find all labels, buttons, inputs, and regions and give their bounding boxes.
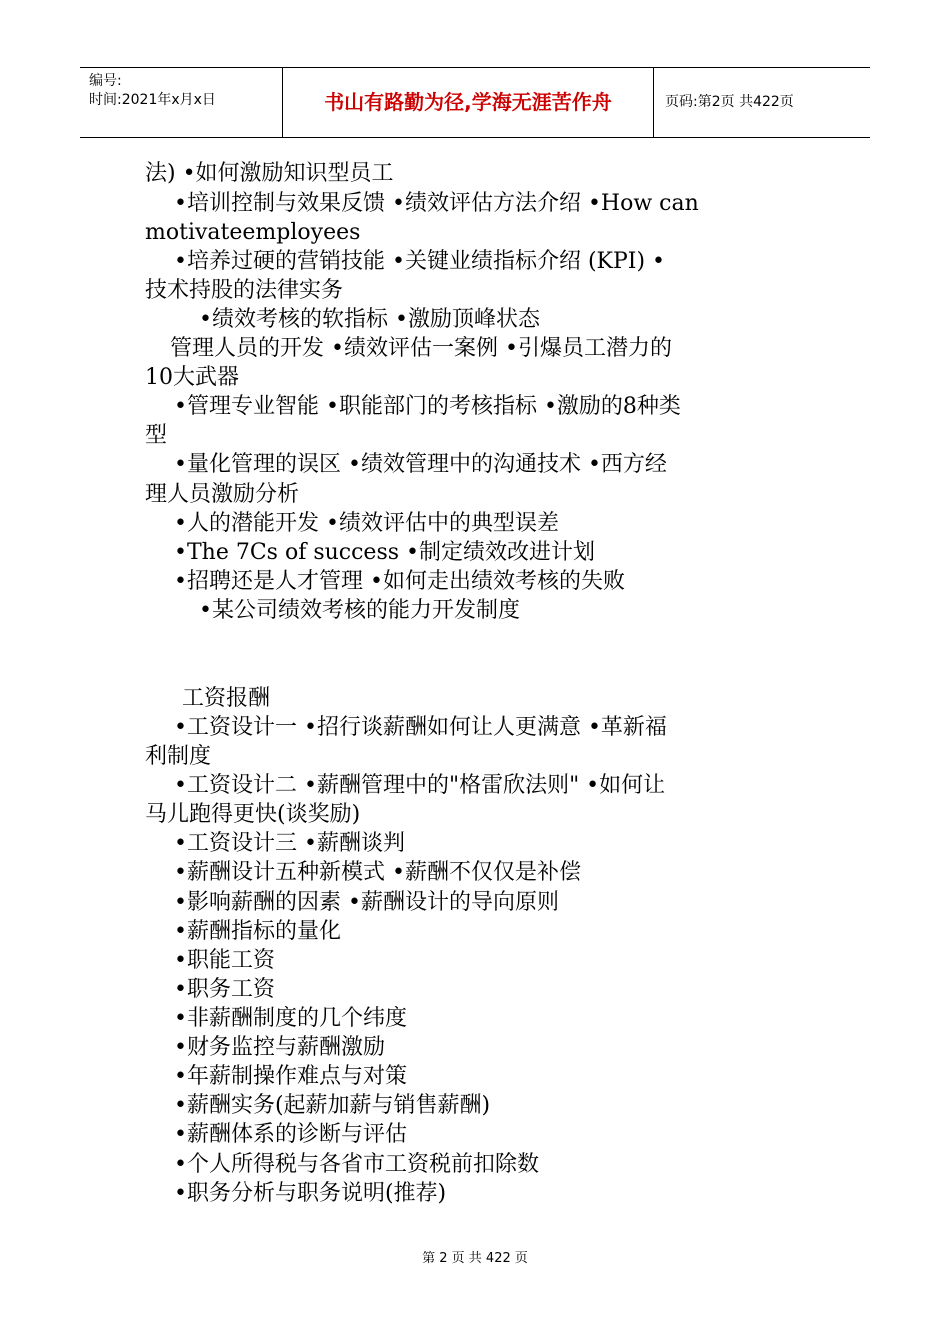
text-line: •职能工资: [174, 948, 275, 973]
header-meta: [80, 68, 282, 137]
text-line: •绩效考核的软指标 •激励顶峰状态: [199, 307, 540, 332]
section-heading: 工资报酬: [182, 686, 271, 711]
text-line: 马儿跑得更快(谈奖励): [145, 802, 361, 827]
header-page-info: 页码:第2页 共422页: [665, 94, 794, 110]
text-line: •工资设计三 •薪酬谈判: [174, 831, 405, 856]
text-line: •薪酬体系的诊断与评估: [174, 1122, 407, 1147]
text-line: •薪酬实务(起薪加薪与销售薪酬): [174, 1093, 491, 1118]
text-line: •个人所得税与各省市工资税前扣除数: [174, 1152, 539, 1177]
text-line: •工资设计一 •招行谈薪酬如何让人更满意 •革新福: [174, 715, 667, 740]
number-label: 编号:: [89, 73, 122, 89]
text-line: •培养过硬的营销技能 •关键业绩指标介绍 (KPI) •: [174, 249, 666, 274]
text-line: 10大武器: [145, 365, 239, 390]
text-line: •招聘还是人才管理 •如何走出绩效考核的失败: [174, 569, 625, 594]
text-line: •培训控制与效果反馈 •绩效评估方法介绍 •How can: [174, 191, 699, 216]
text-line: 型: [145, 423, 168, 448]
text-line: •某公司绩效考核的能力开发制度: [199, 598, 520, 623]
text-line: 理人员激励分析: [145, 482, 300, 507]
text-line: •量化管理的误区 •绩效管理中的沟通技术 •西方经: [174, 452, 667, 477]
text-line: •职务分析与职务说明(推荐): [174, 1181, 447, 1206]
text-line: •财务监控与薪酬激励: [174, 1035, 385, 1060]
date-label: 时间:2021年x月x日: [89, 92, 216, 108]
page-footer: 第 2 页 共 422 页: [422, 1251, 528, 1266]
text-line: 技术持股的法律实务: [145, 278, 344, 303]
text-line: •薪酬指标的量化: [174, 919, 341, 944]
text-line: •工资设计二 •薪酬管理中的"格雷欣法则" •如何让: [174, 773, 666, 798]
text-line: •影响薪酬的因素 •薪酬设计的导向原则: [174, 890, 559, 915]
header-motto: 书山有路勤为径,学海无涯苦作舟: [282, 68, 654, 137]
text-line: •The 7Cs of success •制定绩效改进计划: [174, 540, 595, 565]
text-line: •年薪制操作难点与对策: [174, 1064, 407, 1089]
text-line: 利制度: [145, 744, 212, 769]
text-line: motivateemployees: [145, 220, 361, 245]
page-header: [80, 67, 870, 138]
text-line: 法) •如何激励知识型员工: [145, 161, 394, 186]
text-line: •人的潜能开发 •绩效评估中的典型误差: [174, 511, 559, 536]
text-line: •非薪酬制度的几个纬度: [174, 1006, 407, 1031]
text-line: 管理人员的开发 •绩效评估一案例 •引爆员工潜力的: [170, 336, 672, 361]
text-line: •管理专业智能 •职能部门的考核指标 •激励的8种类: [174, 394, 681, 419]
text-line: •薪酬设计五种新模式 •薪酬不仅仅是补偿: [174, 860, 581, 885]
text-line: •职务工资: [174, 977, 275, 1002]
